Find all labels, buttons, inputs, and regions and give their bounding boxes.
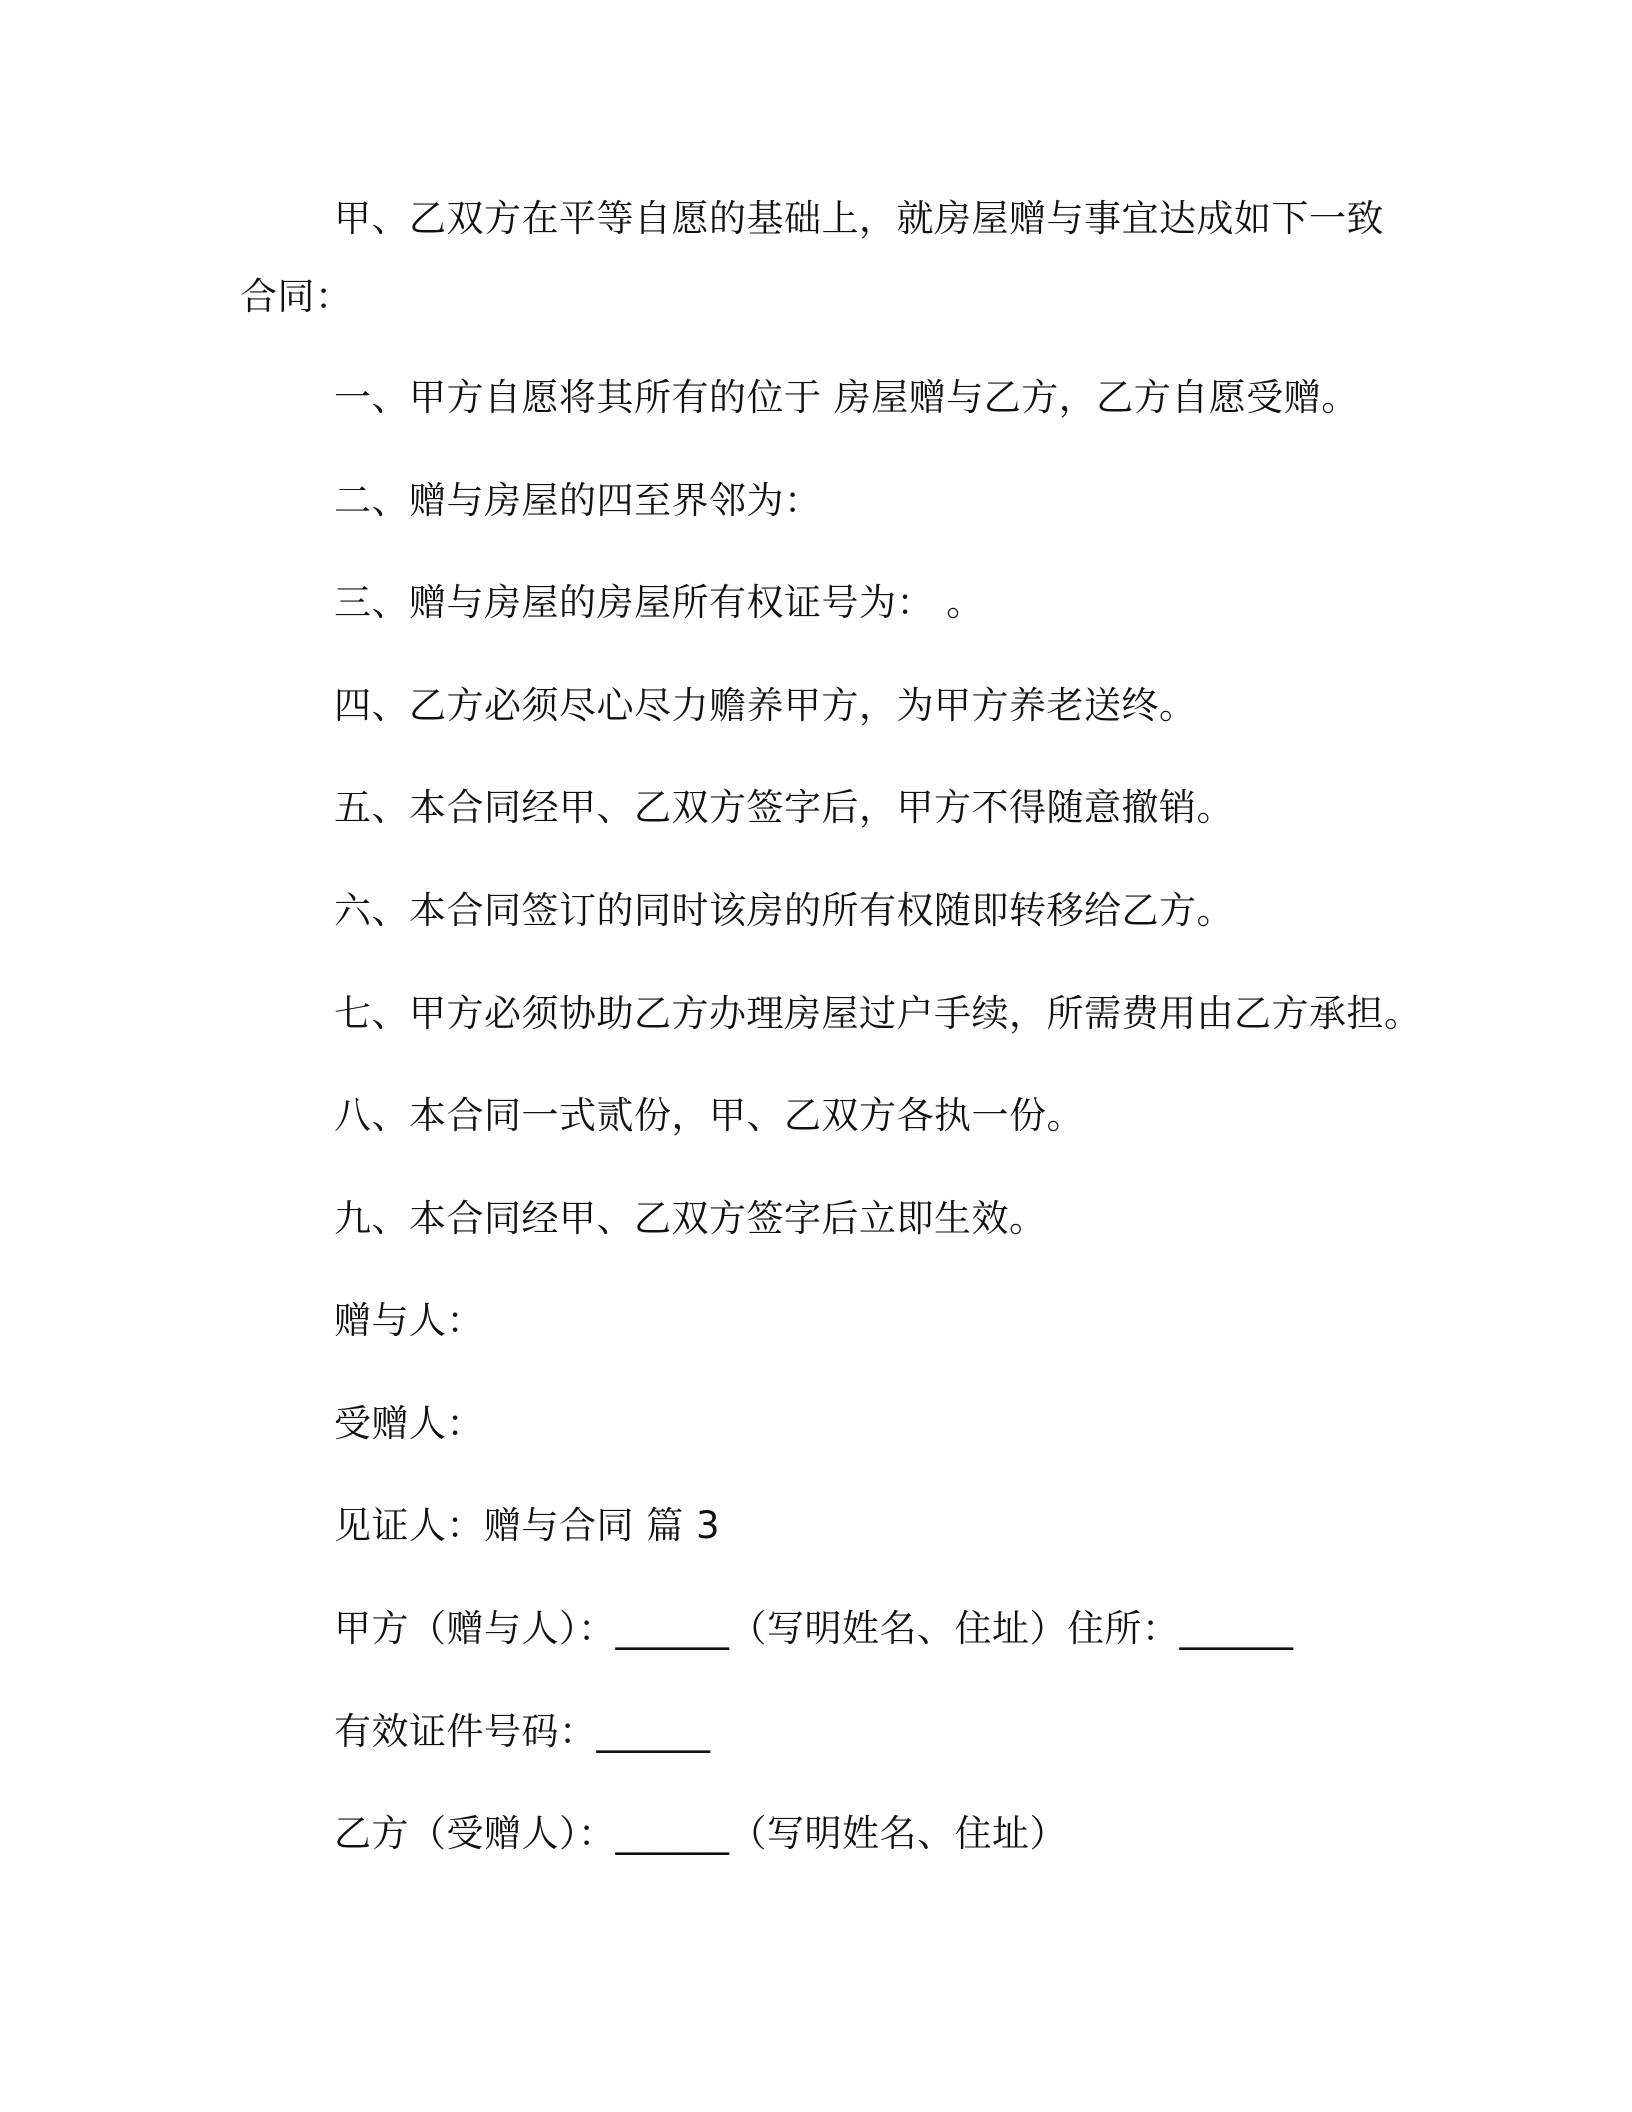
clause-3: 三、赠与房屋的房屋所有权证号为： 。	[334, 581, 984, 624]
clause-5: 五、本合同经甲、乙双方签字后，甲方不得随意撤销。	[334, 786, 1234, 829]
party-b-line: 乙方（受赠人）：______（写明姓名、住址）	[334, 1812, 1067, 1855]
clause-6: 六、本合同签订的同时该房的所有权随即转移给乙方。	[334, 889, 1234, 932]
id-number-line: 有效证件号码：______	[334, 1710, 711, 1753]
witness-signature-line: 见证人：赠与合同 篇 3	[334, 1504, 721, 1547]
clause-9: 九、本合同经甲、乙双方签字后立即生效。	[334, 1197, 1047, 1240]
clause-8: 八、本合同一式贰份，甲、乙双方各执一份。	[334, 1094, 1084, 1137]
clause-1: 一、甲方自愿将其所有的位于 房屋赠与乙方，乙方自愿受赠。	[334, 376, 1359, 419]
donor-signature-line: 赠与人：	[334, 1299, 484, 1342]
clause-2: 二、赠与房屋的四至界邻为：	[334, 479, 822, 522]
party-a-line: 甲方（赠与人）：______（写明姓名、住址）住所：______	[334, 1607, 1294, 1650]
clause-7: 七、甲方必须协助乙方办理房屋过户手续，所需费用由乙方承担。	[334, 992, 1422, 1035]
donee-signature-line: 受赠人：	[334, 1402, 484, 1445]
intro-paragraph: 甲、乙双方在平等自愿的基础上，就房屋赠与事宜达成如下一致合同：	[240, 197, 1384, 318]
clause-4: 四、乙方必须尽心尽力赡养甲方，为甲方养老送终。	[334, 684, 1197, 727]
